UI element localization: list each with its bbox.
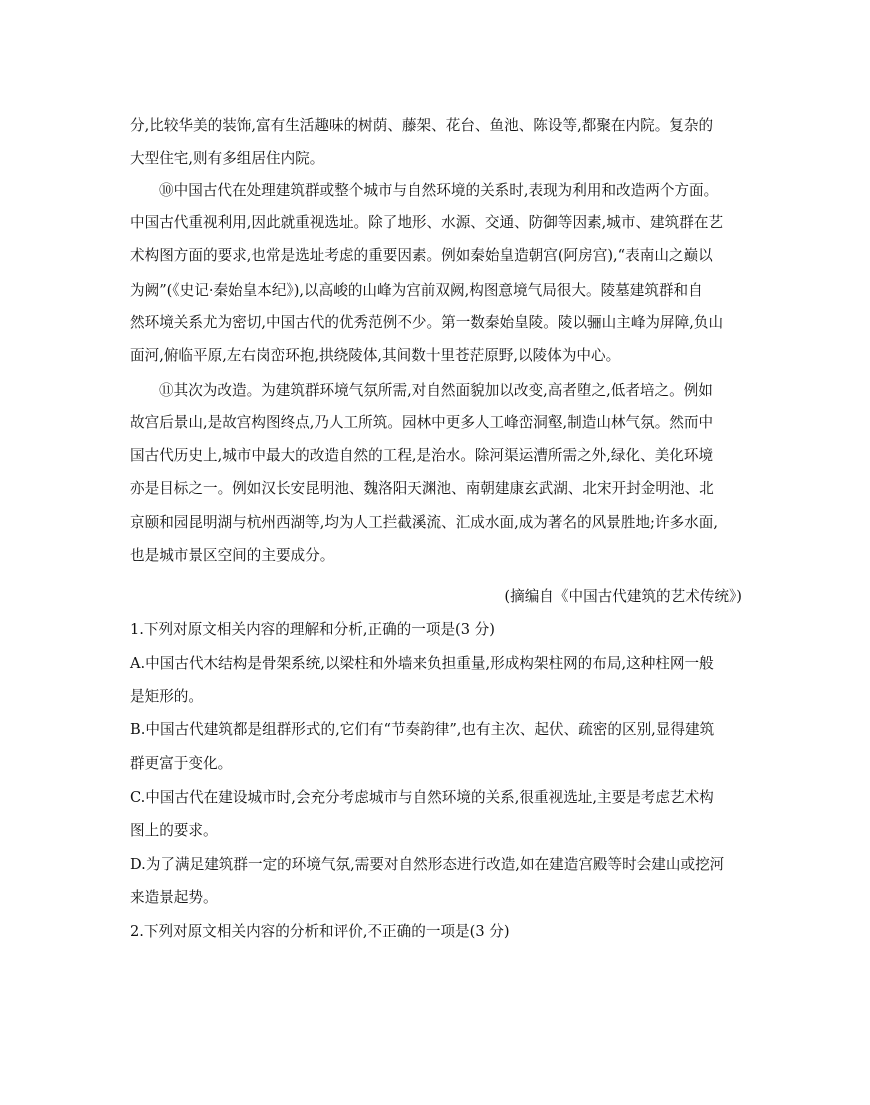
text-line: C.中国古代在建设城市时,会充分考虑城市与自然环境的关系,很重视选址,主要是考虑艺术构: [130, 789, 714, 806]
text-line: 中国古代重视利用,因此就重视选址。除了地形、水源、交通、防御等因素,城市、建筑群在艺: [130, 214, 724, 231]
document-page: [130, 0, 742, 1105]
text-line: D.为了满足建筑群一定的环境气氛,需要对自然形态进行改造,如在建造宫殿等时会建山或挖河: [130, 856, 725, 873]
text-line: ⑪其次为改造。为建筑群环境气氛所需,对自然面貌加以改变,高者堕之,低者培之。例如: [159, 382, 713, 399]
text-line: ⑩中国古代在处理建筑群或整个城市与自然环境的关系时,表现为利用和改造两个方面。: [159, 182, 719, 199]
text-line: 图上的要求。: [130, 822, 218, 839]
text-line: 也是城市景区空间的主要成分。: [130, 547, 335, 564]
source-citation: (摘编自《中国古代建筑的艺术传统》): [504, 588, 742, 605]
question-stem: 1.下列对原文相关内容的理解和分析,正确的一项是(3 分): [130, 621, 495, 638]
text-line: 是矩形的。: [130, 688, 203, 705]
question-stem: 2.下列对原文相关内容的分析和评价,不正确的一项是(3 分): [130, 923, 510, 940]
text-line: 国古代历史上,城市中最大的改造自然的工程,是治水。除河渠运漕所需之外,绿化、美化环境: [130, 447, 714, 464]
text-line: B.中国古代建筑都是组群形式的,它们有“节奏韵律”,也有主次、起伏、疏密的区别,显得建筑: [130, 721, 715, 738]
text-line: 群更富于变化。: [130, 755, 233, 772]
text-line: 然环境关系尤为密切,中国古代的优秀范例不少。第一数秦始皇陵。陵以骊山主峰为屏障,负山: [130, 314, 724, 331]
text-line: 术构图方面的要求,也常是选址考虑的重要因素。例如秦始皇造朝宫(阿房宫),“表南山之巅以: [130, 247, 713, 264]
text-line: 大型住宅,则有多组居住内院。: [130, 150, 325, 167]
text-line: 来造景起势。: [130, 889, 218, 906]
text-line: 亦是目标之一。例如汉长安昆明池、魏洛阳天渊池、南朝建康玄武湖、北宋开封金明池、北: [130, 480, 714, 497]
text-line: 故宫后景山,是故宫构图终点,乃人工所筑。园林中更多人工峰峦洞壑,制造山林气氛。然而中: [130, 414, 714, 431]
text-line: 为阙”(《史记·秦始皇本纪》),以高峻的山峰为宫前双阙,构图意境气局很大。陵墓建筑群和自: [130, 282, 703, 299]
text-line: 分,比较华美的装饰,富有生活趣味的树荫、藤架、花台、鱼池、陈设等,都聚在内院。复杂的: [130, 117, 714, 134]
text-line: 面河,俯临平原,左右岗峦环抱,拱绕陵体,其间数十里苍茫原野,以陵体为中心。: [130, 347, 621, 364]
text-line: 京颐和园昆明湖与杭州西湖等,均为人工拦截溪流、汇成水面,成为著名的风景胜地;许多水面,: [130, 514, 718, 531]
text-line: A.中国古代木结构是骨架系统,以梁柱和外墙来负担重量,形成构架柱网的布局,这种柱网一般: [130, 655, 714, 672]
